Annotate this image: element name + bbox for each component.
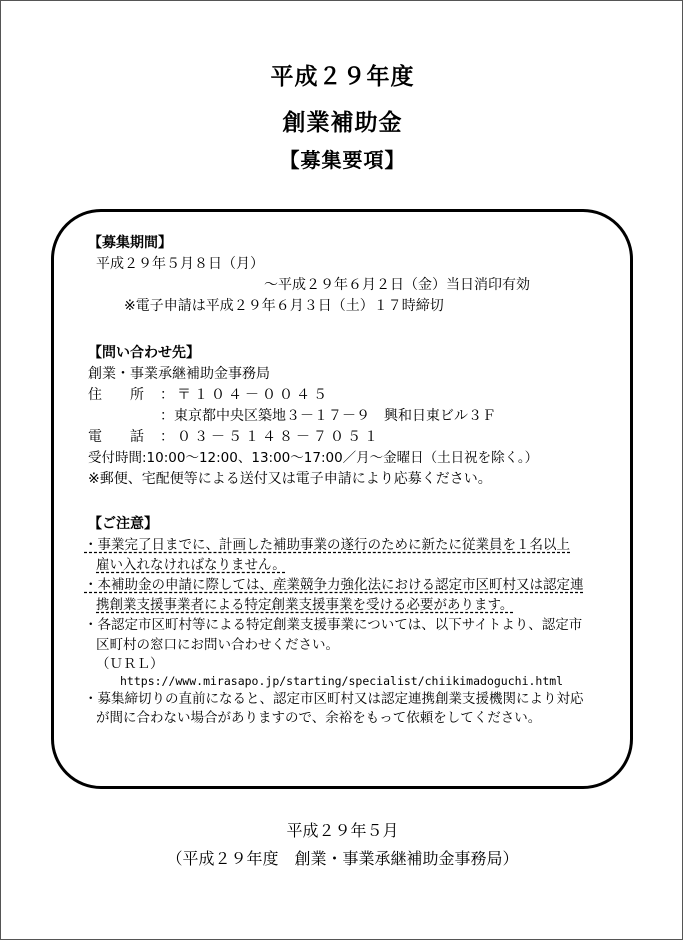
note-item-2-line-1: ・本補助金の申請に際しては、産業競争力強化法における認定市区町村又は認定連: [84, 577, 584, 593]
note-item-3-line-2: 区町村の窓口にお問い合わせください。: [96, 637, 339, 653]
contact-hours: 受付時間:10:00～12:00、13:00～17:00／月～金曜日（土日祝を除く。）: [88, 450, 539, 466]
address-label: 住 所: [88, 387, 144, 403]
period-note: ※電子申請は平成２９年６月３日（土）１７時締切: [124, 298, 444, 314]
tel-label: 電 話: [88, 429, 144, 445]
period-start: 平成２９年５月８日（月）: [96, 256, 264, 272]
note-item-4-line-2: が間に合わない場合がありますので、余裕をもって依頼をしてください。: [96, 710, 542, 726]
period-end: ～平成２９年６月２日（金）当日消印有効: [264, 277, 530, 293]
note-item-1-line-1: ・事業完了日までに、計画した補助事業の遂行のために新たに従業員を１名以上: [84, 537, 570, 553]
tel-value: ：０３－５１４８－７０５１: [160, 429, 381, 445]
page-title-year: 平成２９年度: [270, 64, 415, 90]
page-subtitle: 【募集要項】: [279, 148, 406, 172]
footer-org: （平成２９年度 創業・事業承継補助金事務局）: [166, 849, 519, 868]
address-postal: ：〒１０４－００４５: [160, 387, 330, 403]
note-item-2-line-2: 携創業支援事業者による特定創業支援事業を受ける必要があります。: [96, 597, 514, 613]
note-item-3-line-1: ・各認定市区町村等による特定創業支援事業については、以下サイトより、認定市: [84, 617, 583, 633]
footer-date: 平成２９年５月: [286, 821, 399, 840]
notes-heading: 【ご注意】: [88, 516, 158, 532]
reference-url[interactable]: https://www.mirasapo.jp/starting/specialist/chiikimadoguchi.html: [120, 674, 564, 688]
contact-note: ※郵便、宅配便等による送付又は電子申請により応募ください。: [88, 471, 492, 487]
contact-office: 創業・事業承継補助金事務局: [88, 366, 270, 382]
page-title: 創業補助金: [282, 110, 403, 136]
period-heading: 【募集期間】: [88, 235, 172, 251]
note-item-1-line-2: 雇い入れなければなりません。: [96, 557, 286, 573]
url-label: （ＵＲＬ）: [96, 656, 164, 672]
note-item-4-line-1: ・募集締切りの直前になると、認定市区町村又は認定連携創業支援機関により対応: [84, 691, 584, 707]
address-detail: ：東京都中央区築地３－１７－９ 興和日東ビル３Ｆ: [160, 408, 496, 424]
contact-heading: 【問い合わせ先】: [88, 345, 200, 361]
